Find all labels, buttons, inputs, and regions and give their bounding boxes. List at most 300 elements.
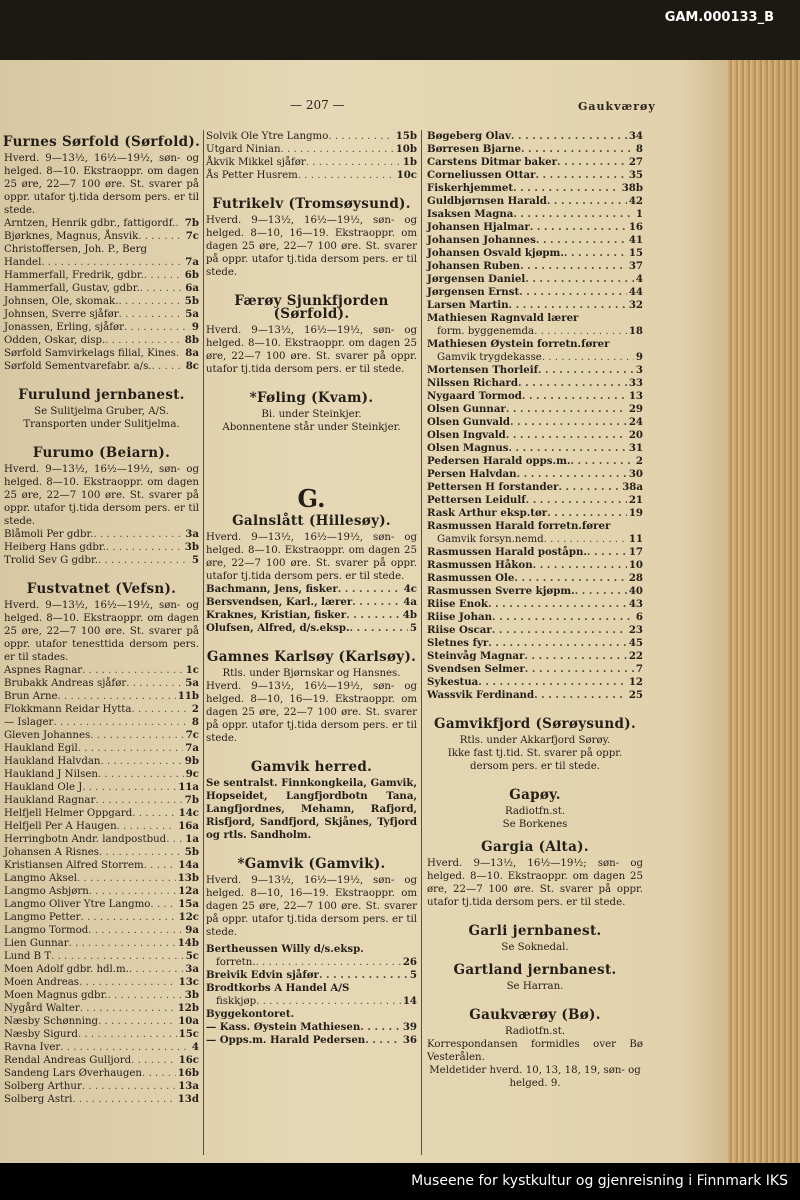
list-item <box>4 872 199 885</box>
list-item <box>427 455 643 468</box>
entry-number: 8c <box>185 360 199 372</box>
entry-name: Haukland Egil <box>4 743 78 754</box>
leader-dots <box>138 230 183 243</box>
entry-number: 4a <box>403 596 417 608</box>
leader-dots <box>350 622 408 635</box>
section-title: *Gamvik (Gamvik). <box>237 856 386 872</box>
leader-dots <box>535 169 626 182</box>
entry-name: Arntzen, Henrik gdbr., fattigordf. <box>4 218 176 229</box>
page-number: — 207 — <box>290 98 345 112</box>
entry-name: Bjørknes, Magnus, Ånsvik <box>4 231 139 242</box>
running-head: Gaukværøy <box>578 100 656 113</box>
entry-number: 16b <box>177 1067 199 1079</box>
leader-dots <box>144 269 183 282</box>
list-item <box>427 143 643 156</box>
leader-dots <box>78 742 183 755</box>
leader-dots <box>82 781 176 794</box>
leader-dots <box>78 1028 177 1041</box>
list-item <box>427 572 643 585</box>
entry-name: Johnsen, Ole, skomak. <box>4 296 119 307</box>
entry-number: 45 <box>628 637 643 649</box>
document-reference: GAM.000133_B <box>664 10 774 25</box>
entry-name: Johansen Johannes <box>427 234 536 246</box>
entry-number: 5a <box>185 308 199 320</box>
entry-name: Jørgensen Ernst <box>427 286 520 298</box>
leader-dots <box>77 872 176 885</box>
leader-dots <box>521 143 634 156</box>
entry-name: Helfjell Helmer Oppgard <box>4 808 133 819</box>
entry-number: 34 <box>628 130 643 142</box>
entry-number: 7 <box>635 663 643 675</box>
section-hours: Hverd. 9—13½, 16½—19½, søn- og helged. 8—10. Ekstraoppr. om dagen 25 øre, 22—7 100 øre. St. svarer på oppr. utafor tj.tida dersom pers. er til stede. <box>206 532 417 582</box>
entry-name: Bersvendsen, Karl., lærer <box>206 596 353 608</box>
credit-text: Museene for kystkultur og gjenreisning i Finnmark IKS <box>411 1173 788 1189</box>
entry-number: 43 <box>628 598 643 610</box>
leader-dots <box>536 234 627 247</box>
section-hours: Hverd. 9—13½, 16½—19½, søn- og helged. 8—10, 16—19. Ekstraoppr. om dagen 25 øre, 22—7 100 øre. St. svarer på oppr. utafor tj.tida dersom pers. er til stede. <box>206 215 417 278</box>
leader-dots <box>522 390 627 403</box>
leader-dots <box>176 347 183 360</box>
leader-dots <box>478 676 627 689</box>
entry-name: Larsen Martin <box>427 299 509 311</box>
entry-name: Nilssen Richard <box>427 377 518 389</box>
section-title: Gamnes Karlsøy (Karlsøy). <box>206 649 417 665</box>
entry-number: 1 <box>635 208 643 220</box>
leader-dots <box>587 546 627 559</box>
scan-header-bar <box>0 0 800 60</box>
section-note: Se Harran. <box>506 981 564 992</box>
entry-number: 30 <box>628 468 643 480</box>
list-item <box>4 989 199 1002</box>
entry-number: 29 <box>628 403 643 415</box>
subscriber-list <box>2 217 201 373</box>
entry-name: Pettersen Leidulf <box>427 494 526 506</box>
leader-dots <box>525 663 634 676</box>
entry-number: 12 <box>628 676 643 688</box>
list-item <box>427 377 643 390</box>
leader-dots <box>144 859 177 872</box>
leader-dots <box>60 1041 190 1054</box>
entry-name: Moen Andreas <box>4 977 80 988</box>
entry-name: Hammerfall, Fredrik, gdbr. <box>4 270 144 281</box>
list-item: — Kass. Øystein Mathiesen . . . 39 <box>206 1021 417 1034</box>
section-note: Meldetider hverd. 10, 13, 18, 19, søn- og helged. 9. <box>429 1065 641 1089</box>
list-item: Byggekontoret. <box>206 1008 295 1020</box>
entry-name: Kristiansen Alfred Storrem <box>4 860 144 871</box>
section-title: Færøy Sjunkfjorden (Sørfold). <box>234 293 389 322</box>
directory-page <box>0 60 800 1163</box>
entry-name: Haukland Halvdan <box>4 756 101 767</box>
leader-dots <box>82 664 184 677</box>
section-hours: Hverd. 9—13½, 16½—19½; søn- og helged. 8—10. Ekstraoppr. om dagen 25 øre, 22—7 100 øre. St. svarer på oppr. utafor tj.tida dersom pers. er til stede. <box>427 858 643 908</box>
list-item <box>4 1041 199 1054</box>
leader-dots <box>117 820 177 833</box>
list-item <box>4 269 199 282</box>
entry-name: Bøgeberg Olav <box>427 130 511 142</box>
list-item <box>4 256 199 269</box>
subscriber-list <box>204 583 419 635</box>
entry-number: 14a <box>178 859 199 871</box>
entry-number: 27 <box>628 156 643 168</box>
section-hours: Hverd. 9—13½, 16½—19½, søn- og helged. 8—10. Ekstraoppr. om dagen 25 øre, 22—7 100 øre. St. svarer på oppr. utafor tj.tida dersom pers. er til stede. <box>206 325 417 375</box>
entry-number: 3a <box>185 528 199 540</box>
section-hours: Hverd. 9—13½, 16½—19½, søn- og helged. 8—10, 16—19. Ekstraoppr. om dagen 25 øre, 22—7 100 øre. St. svarer på oppr. utafor tj.tida dersom pers. er til stede. <box>206 875 417 938</box>
entry-name: Åkvik Mikkel sjåfør <box>206 157 306 168</box>
list-item <box>427 481 643 494</box>
section-note: Abonnentene står under Steinkjer. <box>222 422 401 433</box>
entry-number: 8b <box>184 334 199 346</box>
entry-name: Langmo Tormod <box>4 925 89 936</box>
list-item: Rasmussen Harald forretn.fører <box>427 520 611 532</box>
entry-number: 3 <box>635 364 643 376</box>
leader-dots <box>352 596 401 609</box>
entry-number: 37 <box>628 260 643 272</box>
entry-number: 13c <box>178 976 199 988</box>
list-item: Breivik Edvin sjåfør . . . 5 <box>206 969 417 982</box>
leader-dots <box>506 403 627 416</box>
entry-name: Næsby Sigurd <box>4 1029 78 1040</box>
list-item <box>427 169 643 182</box>
entry-name: Haukland J Nilsen <box>4 769 98 780</box>
entry-name: Haukland Ragnar <box>4 795 96 806</box>
list-item <box>206 609 417 622</box>
entry-name: Helfjell Per A Haugen <box>4 821 117 832</box>
section-note: Radiotfn.st. <box>504 1026 566 1037</box>
entry-number: 10a <box>178 1015 199 1027</box>
entry-name: Blåmoli Per gdbr. <box>4 529 94 540</box>
list-item <box>4 703 199 716</box>
list-item <box>4 308 199 321</box>
entry-number: 10c <box>396 169 417 181</box>
entry-number: 2 <box>191 703 199 715</box>
entry-number: 14b <box>177 937 199 949</box>
leader-dots <box>51 950 184 963</box>
leader-dots <box>131 1054 176 1067</box>
entry-number: 5 <box>409 622 417 634</box>
section-title: Gartland jernbanest. <box>453 962 617 978</box>
leader-dots <box>517 468 627 481</box>
section-title: Gaukværøy (Bø). <box>469 1007 601 1023</box>
entry-number: 35 <box>628 169 643 181</box>
leader-dots <box>564 247 627 260</box>
leader-dots <box>492 624 627 637</box>
list-item <box>427 559 643 572</box>
entry-name: Persen Halvdan <box>427 468 517 480</box>
list-item <box>427 182 643 195</box>
entry-name: Riise Oscar <box>427 624 492 636</box>
list-item <box>4 807 199 820</box>
entry-number: 6b <box>184 269 199 281</box>
list-item <box>427 364 643 377</box>
entry-number: 40 <box>628 585 643 597</box>
entry-name: Corneliussen Ottar <box>427 169 536 181</box>
list-item: forretn. . . . 26 <box>206 956 417 969</box>
section-note: Se Borkenes <box>502 819 568 830</box>
entry-name: Riise Johan <box>427 611 493 623</box>
list-item <box>427 208 643 221</box>
entry-number: 8 <box>635 143 643 155</box>
leader-dots <box>525 273 634 286</box>
entry-number: 38b <box>621 182 643 194</box>
list-item <box>4 360 199 373</box>
entry-number: 1a <box>185 833 199 845</box>
list-item <box>206 169 417 182</box>
list-item <box>427 637 643 650</box>
entry-number: 8a <box>185 347 199 359</box>
section-note: Rtls. under Bjørnskar og Hansnes. <box>222 668 401 679</box>
section-hours: Hverd. 9—13½, 16½—19½, søn- og helged. 8—10, 16—19. Ekstraoppr. om dagen 25 øre, 22—7 100 øre. St. svarer på oppr. utafor tj.tida dersom pers. er til stede. <box>206 681 417 744</box>
entry-name: Guldbjørnsen Harald <box>427 195 547 207</box>
list-item <box>4 729 199 742</box>
leader-dots <box>58 690 176 703</box>
entry-name: Kraknes, Kristian, fisker <box>206 609 347 621</box>
section-title: Gargia (Alta). <box>481 839 589 855</box>
list-item <box>427 403 643 416</box>
list-item <box>4 1067 199 1080</box>
list-item <box>427 494 643 507</box>
list-item <box>4 1054 199 1067</box>
entry-number: 3b <box>184 541 199 553</box>
entry-name: Solberg Arthur <box>4 1081 82 1092</box>
section-note: Se Soknedal. <box>501 942 569 953</box>
entry-name: Rasmussen Harald poståpn. <box>427 546 587 558</box>
leader-dots <box>328 130 393 143</box>
section-note: Rtls. under Akkarfjord Sørøy. <box>459 735 611 746</box>
list-item <box>4 347 199 360</box>
entry-name: Brun Arne <box>4 691 58 702</box>
list-item: Mathiesen Ragnvald lærer <box>427 312 579 324</box>
list-item <box>4 742 199 755</box>
list-item <box>4 664 199 677</box>
list-item <box>4 295 199 308</box>
list-item: Mathiesen Øystein forretn.fører <box>427 338 610 350</box>
section-hours: Hverd. 9—13½, 16½—19½, søn- og helged. 8—10. Ekstraoppr. om dagen 25 øre, 22—7 100 øre. St. svarer på oppr. utafor tenesttida dersom pers. er til stades. <box>4 600 199 663</box>
entry-number: 17 <box>628 546 643 558</box>
leader-dots <box>89 885 176 898</box>
entry-number: 32 <box>628 299 643 311</box>
entry-name: Rasmussen Håkon <box>427 559 533 571</box>
entry-number: 13d <box>177 1093 199 1105</box>
list-item <box>427 221 643 234</box>
leader-dots <box>140 282 184 295</box>
leader-dots <box>129 963 183 976</box>
list-item <box>206 622 417 635</box>
entry-name: — Islager <box>4 717 54 728</box>
entry-name: Børresen Bjarne <box>427 143 521 155</box>
leader-dots <box>79 976 177 989</box>
leader-dots <box>106 541 183 554</box>
leader-dots <box>69 937 176 950</box>
section-title: Galnslått (Hillesøy). <box>232 513 391 529</box>
leader-dots <box>80 911 176 924</box>
entry-number: 9b <box>184 755 199 767</box>
leader-dots <box>126 677 183 690</box>
list-item <box>427 585 643 598</box>
leader-dots <box>124 321 190 334</box>
letter-heading: G. <box>297 484 326 513</box>
entry-number: 31 <box>628 442 643 454</box>
entry-number: 16c <box>178 1054 199 1066</box>
entry-number: 13a <box>178 1080 199 1092</box>
list-item <box>427 650 643 663</box>
list-item <box>4 282 199 295</box>
entry-name: Olsen Gunnar <box>427 403 506 415</box>
entry-name: Johansen A Risnes <box>4 847 100 858</box>
section-title: Furnes Sørfold (Sørfold). <box>2 134 201 150</box>
column-1 <box>2 130 201 1106</box>
leader-dots <box>558 481 620 494</box>
entry-number: 8 <box>191 716 199 728</box>
subscriber-list <box>425 130 645 312</box>
list-item <box>427 234 643 247</box>
list-item <box>427 195 643 208</box>
list-item <box>4 541 199 554</box>
entry-number: 20 <box>628 429 643 441</box>
section-title: Garli jernbanest. <box>468 923 602 939</box>
leader-dots <box>570 455 634 468</box>
leader-dots <box>175 217 182 230</box>
subscriber-list <box>425 546 645 702</box>
entry-number: 9a <box>185 924 199 936</box>
entry-name: Sandeng Lars Øverhaugen <box>4 1068 142 1079</box>
entry-number: 7a <box>185 256 199 268</box>
list-item <box>4 334 199 347</box>
entry-name: Moen Adolf gdbr. hdl.m. <box>4 964 129 975</box>
leader-dots <box>152 360 184 373</box>
entry-number: 5b <box>184 295 199 307</box>
entry-name: Rasmussen Sverre kjøpm. <box>427 585 575 597</box>
entry-number: 12a <box>178 885 199 897</box>
list-item <box>4 911 199 924</box>
entry-name: Aspnes Ragnar <box>4 665 83 676</box>
subscriber-list <box>204 130 419 182</box>
entry-name: Steinvåg Magnar <box>427 650 525 662</box>
list-item <box>206 583 417 596</box>
entry-name: Johansen Hjalmar <box>427 221 530 233</box>
leader-dots <box>98 554 190 567</box>
leader-dots <box>306 156 401 169</box>
leader-dots <box>519 286 627 299</box>
list-item: form. byggenemda . . . 18 <box>427 325 643 338</box>
list-item <box>427 624 643 637</box>
entry-name: Rasmussen Ole <box>427 572 515 584</box>
entry-name: Carstens Ditmar baker <box>427 156 558 168</box>
entry-name: Olufsen, Alfred, d/s.eksp. <box>206 622 350 634</box>
entry-number: 15c <box>178 1028 199 1040</box>
list-item <box>4 1093 199 1106</box>
list-item <box>4 846 199 859</box>
entry-name: Langmo Asbjørn <box>4 886 89 897</box>
entry-number: 5b <box>184 846 199 858</box>
entry-number: 7b <box>184 794 199 806</box>
entry-number: 15b <box>395 130 417 142</box>
list-item <box>206 596 417 609</box>
leader-dots <box>492 611 634 624</box>
leader-dots <box>518 377 627 390</box>
entry-name: Langmo Petter <box>4 912 81 923</box>
leader-dots <box>53 716 189 729</box>
list-item <box>427 286 643 299</box>
list-item <box>4 1080 199 1093</box>
entry-number: 7a <box>185 742 199 754</box>
list-item <box>4 768 199 781</box>
entry-name: Moen Magnus gdbr. <box>4 990 108 1001</box>
leader-dots <box>90 729 183 742</box>
list-item <box>206 143 417 156</box>
section-note: Korrespondansen formidles over Bø Vesterålen. <box>427 1039 643 1063</box>
leader-dots <box>98 768 184 781</box>
entry-number: 3a <box>185 963 199 975</box>
list-item <box>4 677 199 690</box>
entry-name: Lien Gunnar <box>4 938 69 949</box>
entry-name: Langmo Aksel <box>4 873 77 884</box>
entry-number: 10b <box>395 143 417 155</box>
list-item <box>206 156 417 169</box>
section-note: Radiotfn.st. <box>504 806 566 817</box>
entry-number: 7c <box>185 230 199 242</box>
list-item <box>427 663 643 676</box>
entry-number: 6 <box>635 611 643 623</box>
entry-name: Pettersen H forstander <box>427 481 559 493</box>
entry-number: 6a <box>185 282 199 294</box>
entry-name: Johansen Ruben <box>427 260 521 272</box>
entry-name: Olsen Ingvald <box>427 429 506 441</box>
entry-number: 22 <box>628 650 643 662</box>
section-title: Furulund jernbanest. <box>18 387 185 403</box>
leader-dots <box>508 442 626 455</box>
leader-dots <box>166 833 183 846</box>
entry-number: 9 <box>191 321 199 333</box>
list-item <box>4 554 199 567</box>
entry-number: 1c <box>185 664 199 676</box>
column-rule-2 <box>421 130 422 1155</box>
list-item <box>206 130 417 143</box>
entry-number: 42 <box>628 195 643 207</box>
entry-number: 19 <box>628 507 643 519</box>
entry-name: Brubakk Andreas sjåfør <box>4 678 127 689</box>
credit-bar <box>0 1163 800 1200</box>
leader-dots <box>534 689 627 702</box>
leader-dots <box>100 755 182 768</box>
column-3 <box>425 130 645 1090</box>
entry-number: 2 <box>635 455 643 467</box>
list-item <box>4 794 199 807</box>
list-item <box>4 230 199 243</box>
leader-dots <box>95 794 182 807</box>
entry-name: Olsen Magnus <box>427 442 509 454</box>
list-item: Brodtkorbs A Handel A/S <box>206 982 350 994</box>
entry-name: Lund B T <box>4 951 52 962</box>
list-item <box>4 755 199 768</box>
leader-dots <box>41 256 183 269</box>
leader-dots <box>99 846 183 859</box>
section-note: Bi. under Steinkjer. <box>261 409 362 420</box>
entry-number: 4 <box>191 1041 199 1053</box>
leader-dots <box>547 195 627 208</box>
list-item <box>4 898 199 911</box>
section-title: Gamvikfjord (Sørøysund). <box>434 716 636 732</box>
list-item <box>427 442 643 455</box>
list-item <box>4 1028 199 1041</box>
leader-dots <box>338 583 402 596</box>
entry-number: 7b <box>184 217 199 229</box>
entry-name: Haukland Ole J <box>4 782 83 793</box>
entry-name: Pedersen Harald opps.m. <box>427 455 571 467</box>
leader-dots <box>488 598 627 611</box>
leader-dots <box>98 1015 176 1028</box>
entry-name: Jørgensen Daniel <box>427 273 526 285</box>
entry-name: Rask Arthur eksp.tør <box>427 507 548 519</box>
